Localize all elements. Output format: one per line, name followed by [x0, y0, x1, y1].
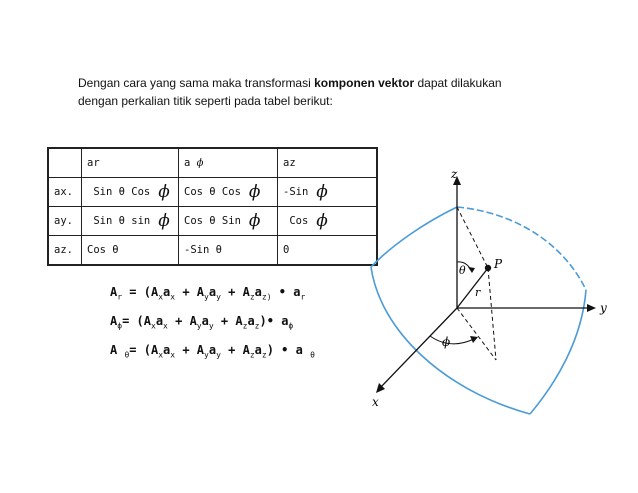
table-row — [48, 178, 377, 207]
table-cell: Sin θ sin ϕ — [82, 207, 179, 236]
projection-vertical — [488, 268, 496, 360]
table-cell: Cos θ Sin ϕ — [179, 207, 278, 236]
phi-arrow-icon — [470, 336, 478, 343]
z-axis-label: z — [451, 167, 458, 181]
header-cell-aphi: a ϕ — [179, 148, 278, 178]
table-cell: Cos ϕ — [278, 207, 378, 236]
theta-label: θ — [459, 264, 466, 277]
intro-text-2: dapat dilakukan dengan perkalian titik seperti pada tabel berikut: — [78, 76, 502, 108]
table-cell: 0 — [278, 236, 378, 266]
spherical-coordinates-figure — [338, 160, 628, 430]
table-header-row — [48, 148, 377, 178]
equation-ar: $A_r = (A_xa_x + A_ya_y + A_za_{z)}$ • $a_r$ — [110, 285, 306, 302]
theta-arrow-icon — [468, 267, 475, 273]
row-label: ay. — [48, 207, 82, 236]
table-cell: Cos θ — [82, 236, 179, 266]
header-cell-az: az — [278, 148, 378, 178]
intro-text-1: Dengan cara yang sama maka transformasi — [78, 76, 315, 90]
table-cell: -Sin ϕ — [278, 178, 378, 207]
phi-label: ϕ — [442, 335, 451, 349]
y-axis-label: y — [600, 301, 607, 315]
projection-radial — [457, 308, 496, 360]
table-cell: Sin θ Cos ϕ — [82, 178, 179, 207]
arc-top-right — [457, 207, 586, 290]
arc-bottom — [371, 267, 530, 414]
header-cell-ar: ar — [82, 148, 179, 178]
y-arrow-icon — [587, 304, 596, 312]
arc-top-left — [371, 207, 457, 267]
table-cell: Cos θ Cos ϕ — [179, 178, 278, 207]
intro-paragraph — [78, 74, 508, 110]
table-cell: -Sin θ — [179, 236, 278, 266]
table-row — [48, 236, 377, 266]
table-row — [48, 207, 377, 236]
row-label: ax. — [48, 178, 82, 207]
phi-arc — [430, 336, 474, 344]
r-label: r — [475, 286, 481, 299]
transformation-table — [47, 147, 378, 266]
header-cell-blank — [48, 148, 82, 178]
point-p-label: P — [494, 257, 503, 271]
meridian-guide — [457, 207, 488, 268]
row-label: az. — [48, 236, 82, 266]
x-axis-label: x — [372, 395, 379, 409]
equation-atheta: A $_\theta= (A_xa_x + A_ya_y + A_za_z)$ • a $_\theta$ — [110, 343, 315, 360]
equation-aphi: $A_\phi= (A_xa_x + A_ya_y$ + $A_za_z)•$ $a_\phi$ — [110, 314, 294, 331]
intro-bold-term: komponen vektor — [314, 76, 415, 90]
equations — [110, 282, 315, 369]
